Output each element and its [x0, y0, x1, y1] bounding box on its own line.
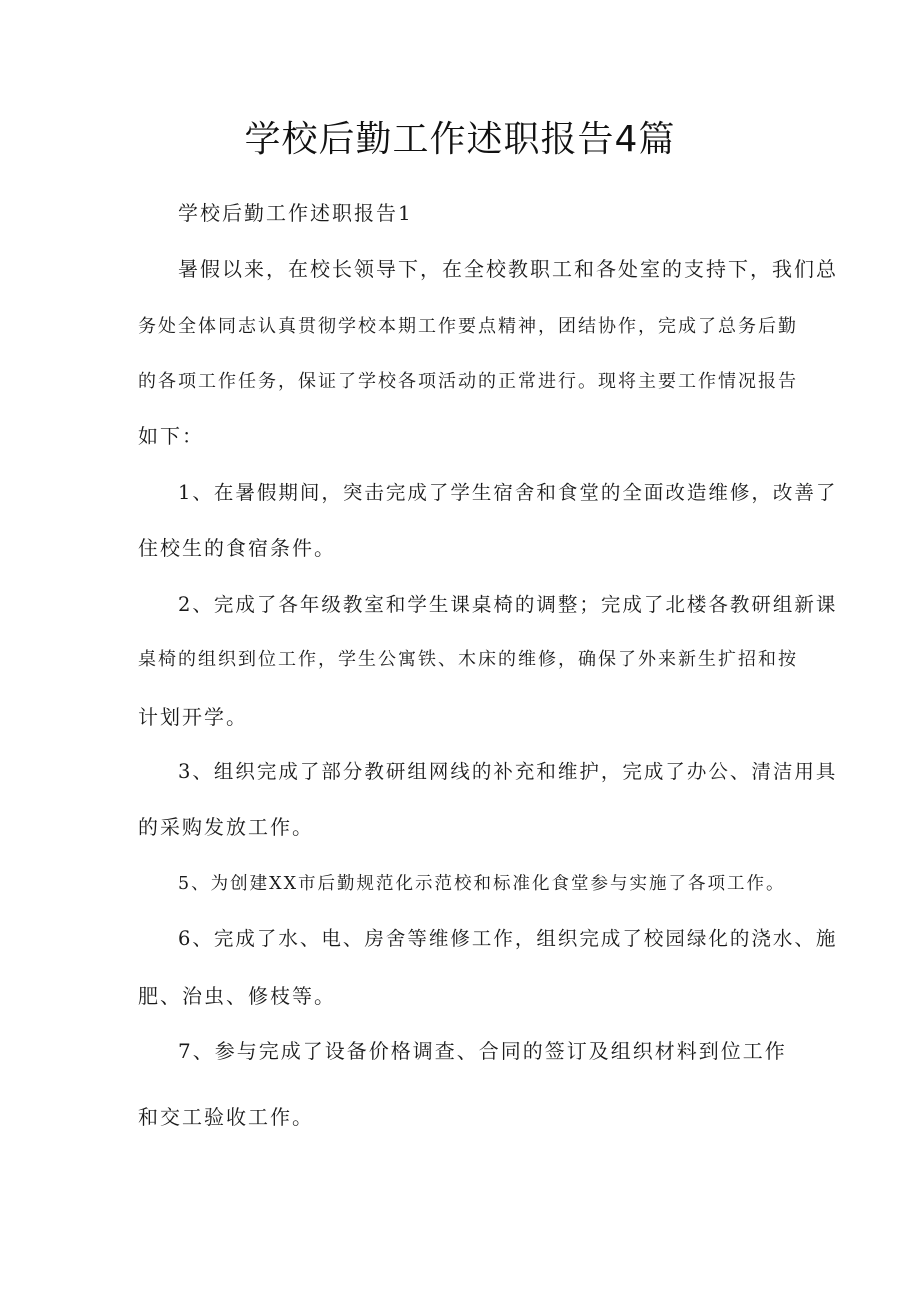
paragraph-line: 6、完成了水、电、房舍等维修工作，组织完成了校园绿化的浇水、施: [178, 927, 838, 950]
paragraph-line: 暑假以来，在校长领导下，在全校教职工和各处室的支持下，我们总: [178, 257, 838, 281]
paragraph-line: 桌椅的组织到位工作，学生公寓铁、木床的维修，确保了外来新生扩招和按: [138, 649, 798, 670]
paragraph-line: 如下：: [138, 424, 204, 448]
paragraph-line: 5、为创建XX市后勤规范化示范校和标准化食堂参与实施了各项工作。: [178, 874, 786, 894]
paragraph-line: 3、组织完成了部分教研组网线的补充和维护，完成了办公、清洁用具: [178, 760, 838, 783]
paragraph-line: 住校生的食宿条件。: [138, 536, 336, 560]
paragraph-line: 1、在暑假期间，突击完成了学生宿舍和食堂的全面改造维修，改善了: [178, 481, 838, 504]
paragraph-line: 7、参与完成了设备价格调查、合同的签订及组织材料到位工作: [178, 1039, 787, 1063]
paragraph-line: 的采购发放工作。: [138, 815, 314, 839]
paragraph-line: 2、完成了各年级教室和学生课桌椅的调整；完成了北楼各教研组新课: [178, 593, 838, 616]
paragraph-line: 和交工验收工作。: [138, 1105, 314, 1129]
paragraph-line: 务处全体同志认真贯彻学校本期工作要点精神，团结协作，完成了总务后勤: [138, 316, 798, 337]
section-heading: 学校后勤工作述职报告1: [178, 201, 413, 225]
paragraph-line: 的各项工作任务，保证了学校各项活动的正常进行。现将主要工作情况报告: [138, 371, 798, 392]
paragraph-line: 肥、治虫、修枝等。: [138, 984, 336, 1008]
document-title: 学校后勤工作述职报告4篇: [244, 119, 676, 160]
paragraph-line: 计划开学。: [138, 705, 248, 729]
